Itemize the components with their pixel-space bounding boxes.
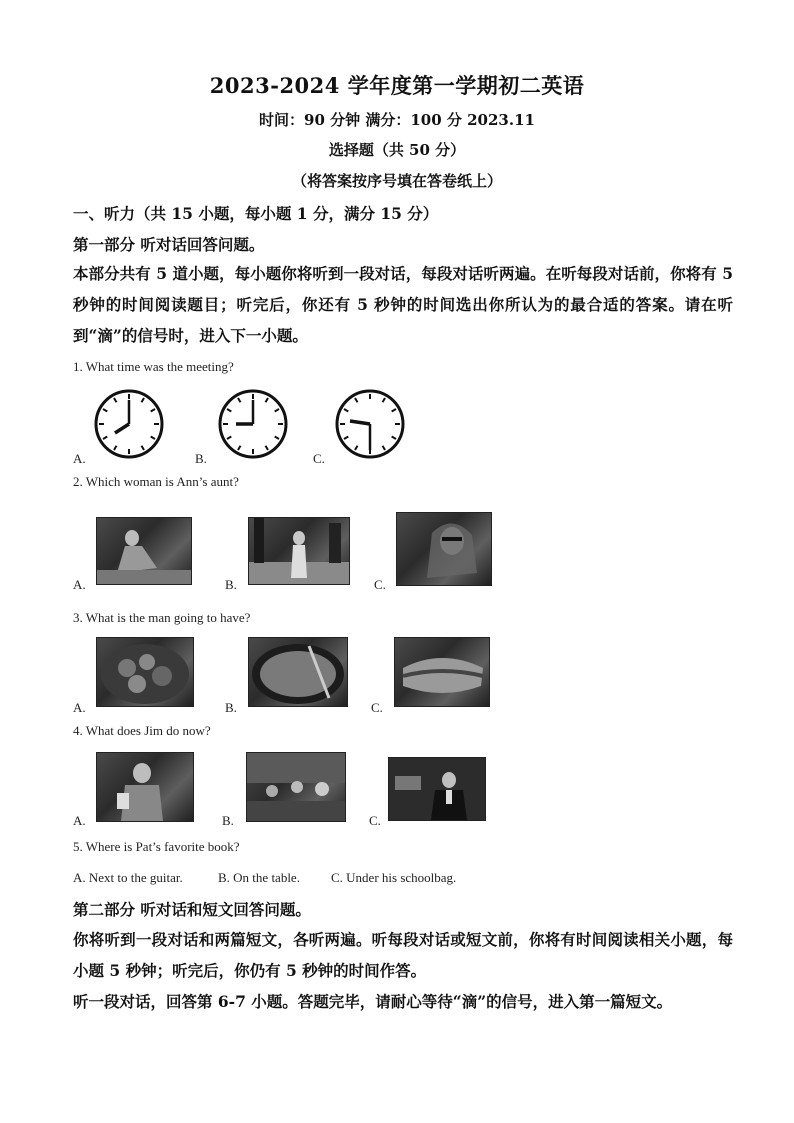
q3-option-a: A. (73, 700, 86, 715)
part2-note: 听一段对话，回答第 6-7 小题。答题完毕，请耐心等待“滴”的信号，进入第一篇短文。 (73, 992, 673, 1011)
q1-option-c: C. (313, 451, 325, 466)
q1-option-a: A. (73, 451, 86, 466)
q2-option-b: B. (225, 577, 237, 592)
q4-option-a: A. (73, 813, 86, 828)
part1-subheading: 第一部分 听对话回答问题。 (73, 235, 265, 254)
woman-sitting-photo (96, 517, 192, 585)
part1-intro: 本部分共有 5 道小题，每小题你将听到一段对话，每段对话听两遍。在听每段对话前，你将有 5 秒钟的时间阅读题目；听完后，你还有 5 秒钟的时间选出你所认为的最合适的答案。请在听到“滴”的信号时，进入下一小题。 (73, 264, 733, 345)
woman-glasses-photo (396, 512, 492, 586)
news-anchor-photo (388, 757, 486, 821)
q1-option-b: B. (195, 451, 207, 466)
section-label: 选择题（共 50 分） (328, 141, 466, 159)
clock-8-icon (93, 388, 165, 460)
woman-standing-photo (248, 517, 350, 585)
question-3-text: 3. What is the man going to have? (73, 610, 251, 625)
porridge-photo (248, 637, 348, 707)
time-line: 时间：90 分钟 满分：100 分 2023.11 (259, 111, 535, 129)
q4-option-b: B. (222, 813, 234, 828)
q4-option-c: C. (369, 813, 381, 828)
part1-heading: 一、听力（共 15 小题，每小题 1 分，满分 15 分） (73, 204, 439, 223)
question-5-text: 5. Where is Pat’s favorite book? (73, 839, 240, 854)
question-2-text: 2. Which woman is Ann’s aunt? (73, 474, 239, 489)
clock-9-icon (217, 388, 289, 460)
instruction-line: （将答案按序号填在答卷纸上） (291, 172, 502, 190)
question-4-text: 4. What does Jim do now? (73, 723, 211, 738)
man-holding-item-photo (96, 752, 194, 822)
q3-option-c: C. (371, 700, 383, 715)
part2-intro: 你将听到一段对话和两篇短文，各听两遍。听每段对话或短文前，你将有时间阅读相关小题，每小题 5 秒钟；听完后，你仍有 5 秒钟的时间作答。 (73, 930, 733, 980)
q5-option-c: C. Under his schoolbag. (331, 870, 457, 885)
q2-option-c: C. (374, 577, 386, 592)
part2-subheading: 第二部分 听对话和短文回答问题。 (73, 900, 311, 919)
classroom-photo (246, 752, 346, 822)
question-1-text: 1. What time was the meeting? (73, 359, 234, 374)
q3-option-b: B. (225, 700, 237, 715)
dumplings-photo (96, 637, 194, 707)
sandwich-photo (394, 637, 490, 707)
clock-915-icon (334, 388, 406, 460)
q5-option-a: A. Next to the guitar. (73, 870, 183, 885)
page-title: 2023-2024 学年度第一学期初二英语 (209, 73, 585, 98)
q2-option-a: A. (73, 577, 86, 592)
q5-option-b: B. On the table. (218, 870, 300, 885)
